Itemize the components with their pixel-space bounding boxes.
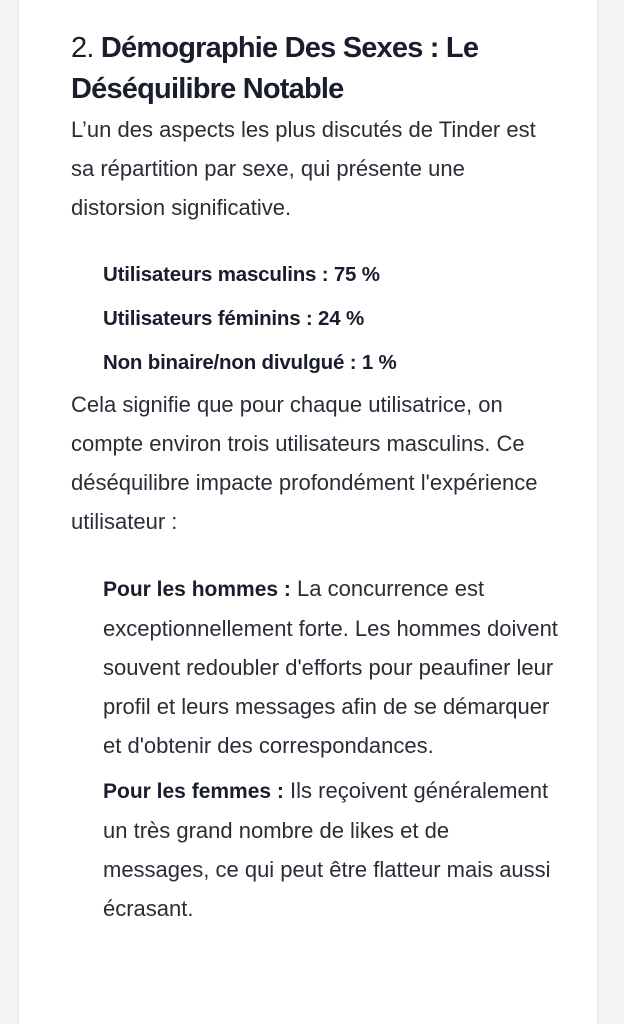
- impact-men-text: La concurrence est exceptionnellement forte. Les hommes doivent souvent redoubler d'efforts pour peaufiner leur profil et leurs messages afin de se démarquer et d'obtenir des correspondances.: [103, 576, 558, 758]
- section-heading-text: Démographie Des Sexes : Le Déséquilibre Notable: [71, 32, 479, 105]
- impact-men-label: Pour les hommes :: [103, 578, 291, 601]
- article-content: [71, 28, 561, 928]
- meaning-paragraph: Cela signifie que pour chaque utilisatrice, on compte environ trois utilisateurs masculins. Ce déséquilibre impacte profondément l'expérience utilisateur :: [71, 392, 538, 534]
- section-heading-number: 2.: [71, 32, 94, 64]
- article-card: [18, 0, 598, 1024]
- impact-men: [103, 569, 561, 765]
- section-heading: [71, 28, 561, 110]
- impact-women: [103, 771, 561, 928]
- impact-women-text: Ils reçoivent généralement un très grand nombre de likes et de messages, ce qui peut être flatteur mais aussi écrasant.: [103, 778, 551, 921]
- stat-female: Utilisateurs féminins : 24 %: [103, 307, 364, 330]
- stat-nonbinary: Non binaire/non divulgué : 1 %: [103, 351, 397, 374]
- impact-women-label: Pour les femmes :: [103, 780, 284, 803]
- intro-paragraph: L’un des aspects les plus discutés de Tinder est sa répartition par sexe, qui présente une distorsion significative.: [71, 117, 536, 220]
- impacts-list: [71, 569, 561, 928]
- gender-stats-list: [71, 253, 561, 385]
- stat-male: Utilisateurs masculins : 75 %: [103, 263, 380, 286]
